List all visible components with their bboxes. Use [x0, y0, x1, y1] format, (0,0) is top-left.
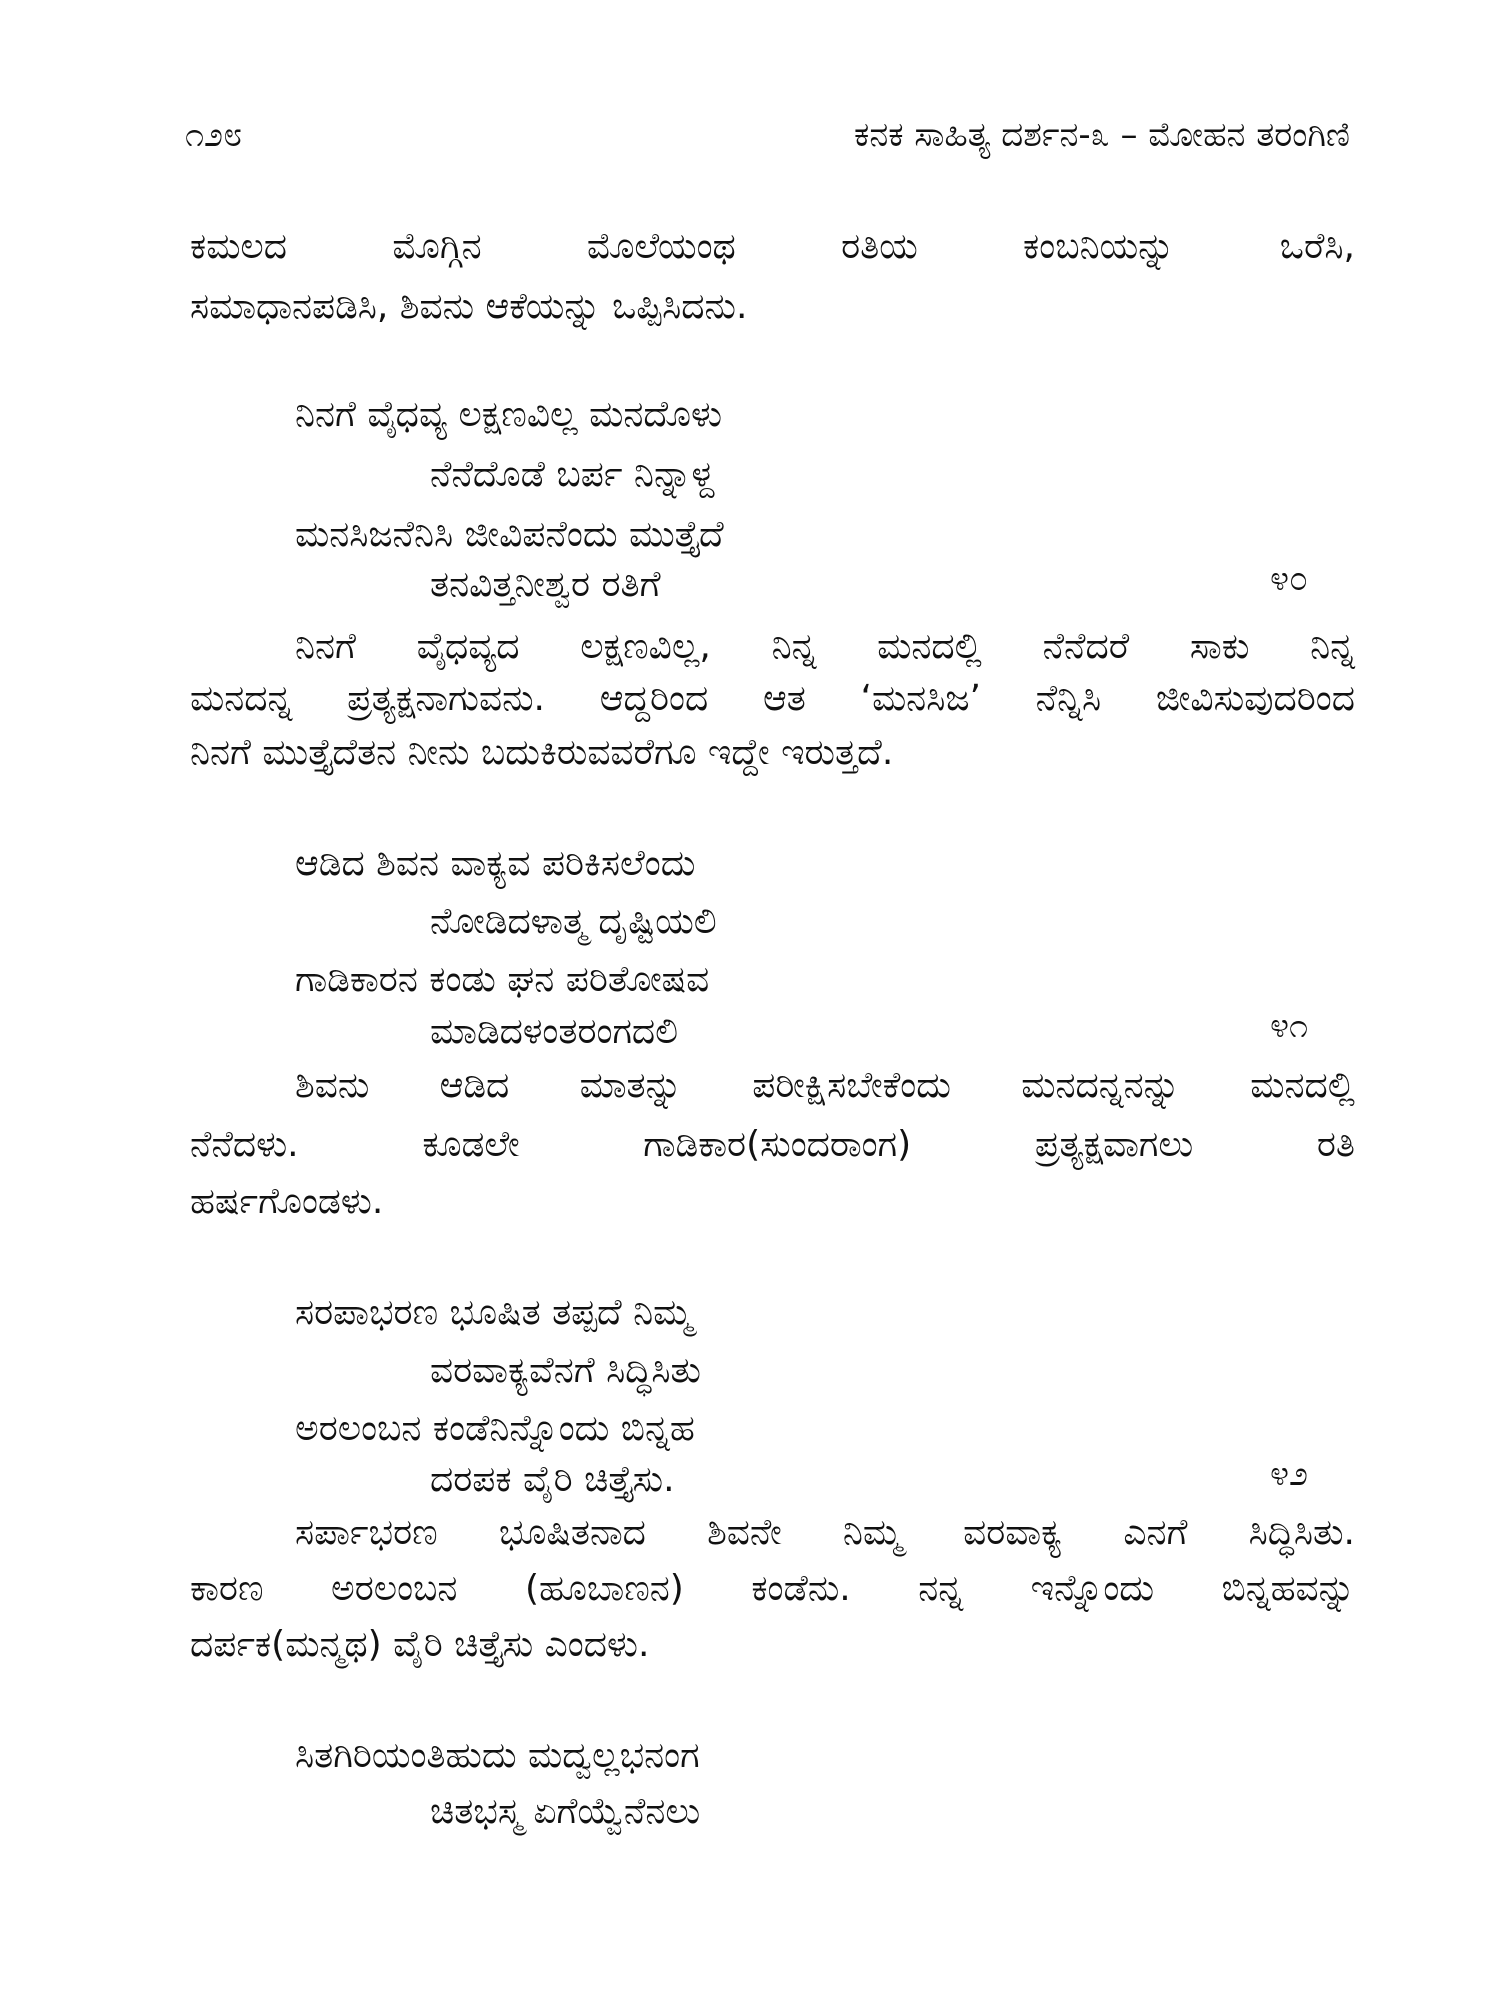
verse-line: ನೆನೆದೊಡೆ ಬರ್ಪ ನಿನ್ನಾಳ್ದ: [430, 454, 715, 495]
verse-line: ಆಡಿದ ಶಿವನ ವಾಕ್ಯವ ಪರಿಕಿಸಲೆಂದು: [295, 843, 696, 884]
verse-line: ಮನಸಿಜನೆನಿಸಿ ಜೀವಿಪನೆಂದು ಮುತ್ತೈದೆ: [295, 514, 724, 555]
prose-line: ಸಮಾಧಾನಪಡಿಸಿ, ಶಿವನು ಆಕೆಯನ್ನು ಒಪ್ಪಿಸಿದನು.: [190, 286, 748, 327]
prose-line: ನಿನಗೆ ಮುತ್ತೈದೆತನ ನೀನು ಬದುಕಿರುವವರೆಗೂ ಇದ್ದೇ ಇರುತ್ತದೆ.: [190, 732, 894, 773]
verse-line: ತನವಿತ್ತನೀಶ್ವರ ರತಿಗೆ: [430, 564, 661, 605]
verse-line: ಸರಪಾಭರಣ ಭೂಷಿತ ತಪ್ಪದೆ ನಿಮ್ಮ: [295, 1292, 693, 1333]
prose-line: ನೆನೆದಳು. ಕೂಡಲೇ ಗಾಡಿಕಾರ(ಸುಂದರಾಂಗ) ಪ್ರತ್ಯಕ್ಷವಾಗಲು ರತಿ: [190, 1124, 1355, 1165]
verse-line: ಅರಲಂಬನ ಕಂಡೆನಿನ್ನೊಂದು ಬಿನ್ನಹ: [295, 1408, 695, 1449]
page-number: ೧೨೮: [185, 115, 243, 155]
verse-line: ಚಿತಭಸ್ಮ ಏಗೆಯ್ವೆನೆನಲು: [430, 1791, 701, 1832]
prose-line: ಹರ್ಷಗೊಂಡಳು.: [190, 1181, 384, 1222]
verse-line: ದರಪಕ ವೈರಿ ಚಿತ್ತೈಸು.: [430, 1459, 675, 1500]
prose-line: ಸರ್ಪಾಭರಣ ಭೂಷಿತನಾದ ಶಿವನೇ ನಿಮ್ಮ ವರವಾಕ್ಯ ಎನಗೆ ಸಿದ್ಧಿಸಿತು.: [295, 1512, 1355, 1553]
verse-line: ಸಿತಗಿರಿಯಂತಿಹುದು ಮದ್ವಲ್ಲಭನಂಗ: [295, 1735, 700, 1776]
stanza-number: ೪೧: [1270, 1006, 1309, 1046]
verse-line: ಮಾಡಿದಳಂತರಂಗದಲಿ: [430, 1011, 679, 1052]
verse-line: ನೋಡಿದಳಾತ್ಮ ದೃಷ್ಟಿಯಲಿ: [430, 901, 717, 942]
running-title: ಕನಕ ಸಾಹಿತ್ಯ ದರ್ಶನ-೩ – ಮೋಹನ ತರಂಗಿಣಿ: [854, 115, 1350, 155]
verse-line: ವರವಾಕ್ಯವೆನಗೆ ಸಿದ್ಧಿಸಿತು: [430, 1350, 702, 1391]
prose-line: ದರ್ಪಕ(ಮನ್ಮಥ) ವೈರಿ ಚಿತ್ತೈಸು ಎಂದಳು.: [190, 1624, 650, 1665]
stanza-number: ೪೦: [1270, 559, 1309, 599]
verse-line: ನಿನಗೆ ವೈಧವ್ಯ ಲಕ್ಷಣವಿಲ್ಲ ಮನದೊಳು: [295, 394, 723, 435]
stanza-number: ೪೨: [1270, 1454, 1309, 1494]
verse-line: ಗಾಡಿಕಾರನ ಕಂಡು ಘನ ಪರಿತೋಷವ: [295, 959, 710, 1000]
prose-line: ನಿನಗೆ ವೈಧವ್ಯದ ಲಕ್ಷಣವಿಲ್ಲ, ನಿನ್ನ ಮನದಲ್ಲಿ ನೆನೆದರೆ ಸಾಕು ನಿನ್ನ: [295, 626, 1355, 667]
prose-line: ಕಮಲದ ಮೊಗ್ಗಿನ ಮೊಲೆಯಂಥ ರತಿಯ ಕಂಬನಿಯನ್ನು ಒರೆಸಿ,: [190, 226, 1355, 267]
prose-line: ಕಾರಣ ಅರಲಂಬನ (ಹೂಬಾಣನ) ಕಂಡೆನು. ನನ್ನ ಇನ್ನೊಂದು ಬಿನ್ನಹವನ್ನು: [190, 1568, 1355, 1609]
prose-line: ಶಿವನು ಆಡಿದ ಮಾತನ್ನು ಪರೀಕ್ಷಿಸಬೇಕೆಂದು ಮನದನ್ನನನ್ನು ಮನದಲ್ಲಿ: [295, 1065, 1355, 1106]
prose-line: ಮನದನ್ನ ಪ್ರತ್ಯಕ್ಷನಾಗುವನು. ಆದ್ದರಿಂದ ಆತ ‘ಮನಸಿಜ’ ನೆನ್ನಿಸಿ ಜೀವಿಸುವುದರಿಂದ: [190, 678, 1355, 719]
